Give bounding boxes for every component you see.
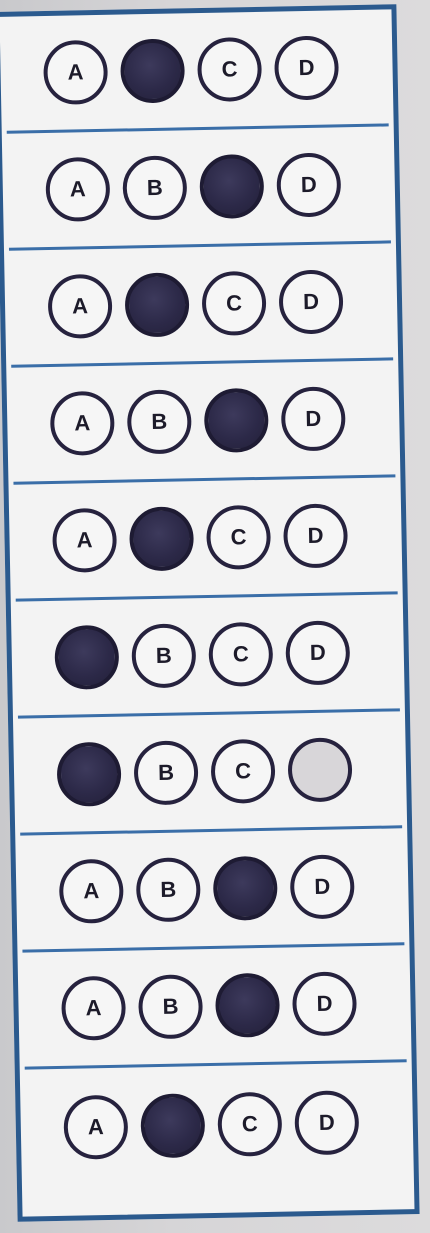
bubble-8-b[interactable]: B (136, 857, 201, 922)
bubble-7-c[interactable]: C (210, 739, 275, 804)
bubble-4-d[interactable]: D (281, 386, 346, 451)
bubble-2-c[interactable] (199, 154, 264, 219)
question-row-10 (25, 1062, 409, 1186)
bubble-5-d[interactable]: D (283, 503, 348, 568)
bubble-6-b[interactable]: B (131, 623, 196, 688)
bubble-8-c[interactable] (213, 856, 278, 921)
bubble-8-d[interactable]: D (290, 854, 355, 919)
question-row-7 (18, 711, 402, 835)
bubble-7-d[interactable] (287, 737, 352, 802)
bubble-10-a[interactable]: A (63, 1094, 128, 1159)
question-row-8 (20, 828, 404, 952)
bubble-4-a[interactable]: A (50, 391, 115, 456)
bubble-9-d[interactable]: D (292, 971, 357, 1036)
bubble-8-a[interactable]: A (59, 859, 124, 924)
bubble-2-d[interactable]: D (276, 152, 341, 217)
bubble-6-c[interactable]: C (208, 622, 273, 687)
bubble-1-a[interactable]: A (43, 40, 108, 105)
question-row-2 (7, 126, 391, 250)
bubble-5-a[interactable]: A (52, 508, 117, 573)
question-row-4 (11, 360, 395, 484)
bubble-9-c[interactable] (215, 973, 280, 1038)
bubble-7-a[interactable] (56, 742, 121, 807)
bubble-6-a[interactable] (54, 625, 119, 690)
bubble-1-d[interactable]: D (274, 35, 339, 100)
bubble-5-c[interactable]: C (206, 505, 271, 570)
bubble-2-b[interactable]: B (122, 155, 187, 220)
bubble-3-c[interactable]: C (201, 271, 266, 336)
bubble-3-b[interactable] (124, 272, 189, 337)
answer-sheet (0, 4, 420, 1221)
question-row-3 (9, 243, 393, 367)
answer-sheet-frame (0, 4, 420, 1221)
bubble-4-b[interactable]: B (127, 389, 192, 454)
bubble-6-d[interactable]: D (285, 620, 350, 685)
bubble-3-a[interactable]: A (47, 274, 112, 339)
bubble-9-a[interactable]: A (61, 976, 126, 1041)
question-row-9 (22, 945, 406, 1069)
question-row-1 (5, 9, 389, 133)
bubble-1-c[interactable]: C (197, 37, 262, 102)
bubble-10-d[interactable]: D (294, 1090, 359, 1155)
bubble-5-b[interactable] (129, 506, 194, 571)
bubble-10-c[interactable]: C (217, 1091, 282, 1156)
bubble-1-b[interactable] (120, 38, 185, 103)
bubble-10-b[interactable] (140, 1093, 205, 1158)
question-row-6 (16, 594, 400, 718)
question-row-5 (14, 477, 398, 601)
bubble-4-c[interactable] (204, 388, 269, 453)
bubble-7-b[interactable]: B (133, 740, 198, 805)
bubble-2-a[interactable]: A (45, 157, 110, 222)
bubble-3-d[interactable]: D (278, 269, 343, 334)
bubble-9-b[interactable]: B (138, 974, 203, 1039)
